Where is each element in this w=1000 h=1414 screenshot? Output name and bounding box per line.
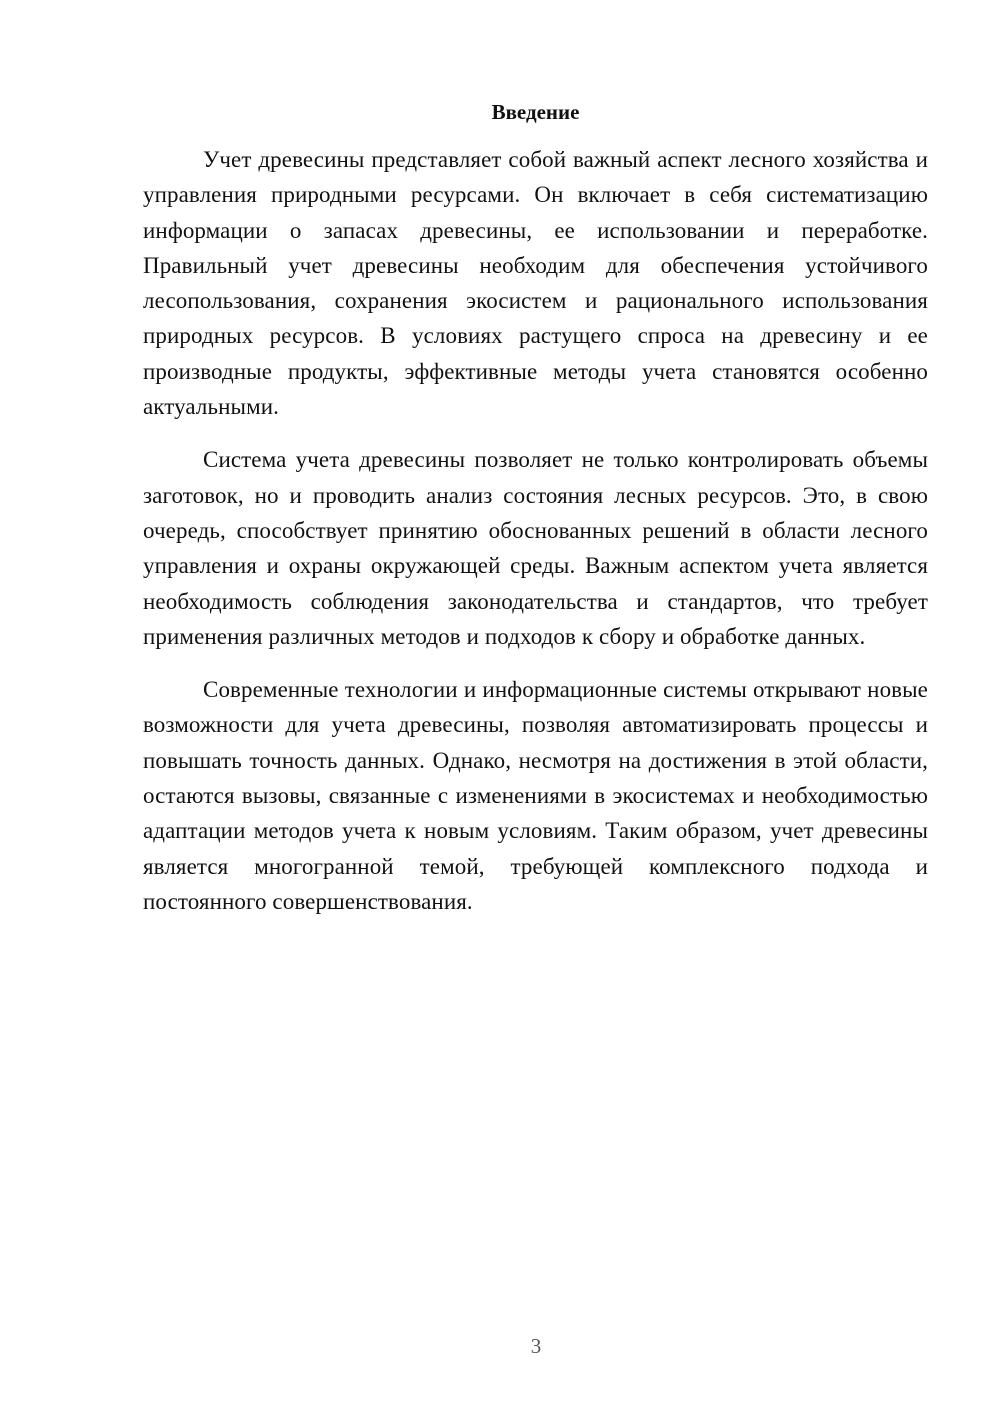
- paragraph-1: Учет древесины представляет собой важный аспект лесного хозяйства и управления природными ресурсами. Он включает в себя систематизацию информации о запасах древесины, ее использовании и переработке. Правильный учет древесины необходим для обеспечения устойчивого лесопользования, сохранения экосистем и рационального использования природных ресурсов. В условиях растущего спроса на древесину и ее производные продукты, эффективные методы учета становятся особенно актуальными.: [143, 147, 928, 420]
- paragraph-2: Система учета древесины позволяет не только контролировать объемы заготовок, но и проводить анализ состояния лесных ресурсов. Это, в свою очередь, способствует принятию обоснованных решений в области лесного управления и охраны окружающей среды. Важным аспектом учета является необходимость соблюдения законодательства и стандартов, что требует применения различных методов и подходов к сбору и обработке данных.: [143, 447, 928, 649]
- page-number: 3: [530, 1334, 542, 1358]
- section-title: Введение: [491, 100, 580, 124]
- body-text: [143, 142, 928, 937]
- paragraph-3: Современные технологии и информационные системы открывают новые возможности для учета древесины, позволяя автоматизировать процессы и повышать точность данных. Однако, несмотря на достижения в этой области, остаются вызовы, связанные с изменениями в экосистемах и необходимостью адаптации методов учета к новым условиям. Таким образом, учет древесины является многогранной темой, требующей комплексного подхода и постоянного совершенствования.: [143, 677, 928, 914]
